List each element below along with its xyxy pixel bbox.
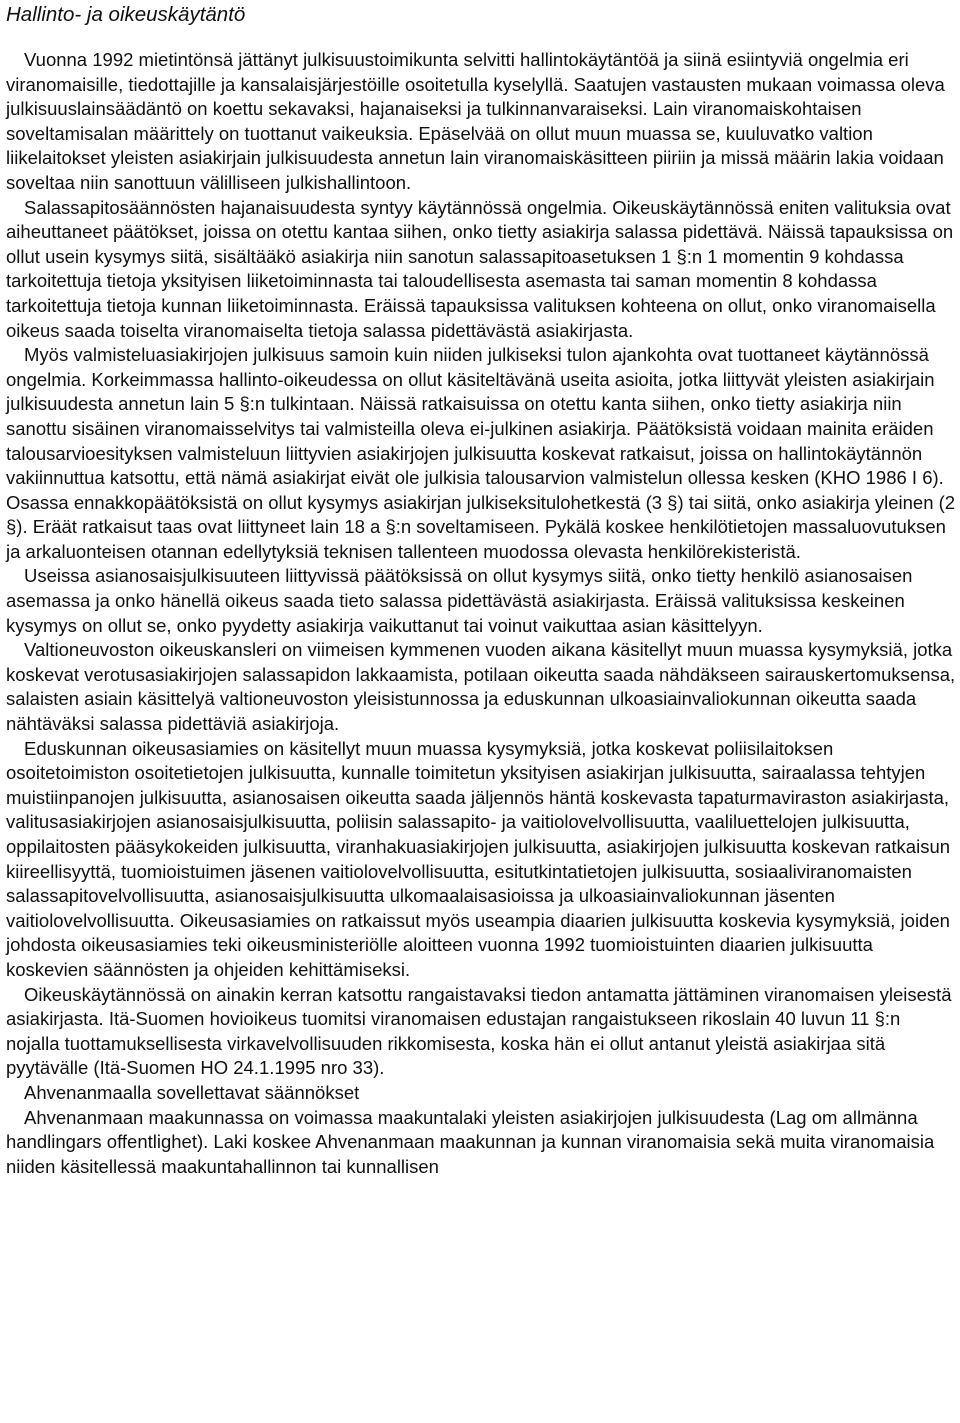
paragraph: Useissa asianosaisjulkisuuteen liittyvissä päätöksissä on ollut kysymys siitä, onko tietty henkilö asianosaisen asemassa ja onko hänellä oikeus saada tieto salassa pidettävästä asiakirjasta. Eräissä valituksissa keskeinen kysymys on ollut se, onko pyydetty asiakirja vaikuttanut tai voinut vaikuttaa asian käsittelyyn.	[6, 565, 913, 636]
paragraph: Valtioneuvoston oikeuskansleri on viimeisen kymmenen vuoden aikana käsitellyt muun muassa kysymyksiä, jotka koskevat verotusasiakirjojen salassapidon lakkaamista, potilaan oikeutta saada nähdäkseen sairauskertomuksensa, salaisten asiain käsittelyä valtioneuvoston yleisistunnossa ja eduskunnan ulkoasiainvaliokunnan oikeutta saada nähtäväksi salassa pidettäviä asiakirjoja.	[6, 639, 956, 735]
paragraph: Oikeuskäytännössä on ainakin kerran katsottu rangaistavaksi tiedon antamatta jättäminen viranomaisen yleisestä asiakirjasta. Itä-Suomen hovioikeus tuomitsi viranomaisen edustajan rangaistukseen rikoslain 40 luvun 11 §:n nojalla tuottamuksellisesta virkavelvollisuuden rikkomisesta, koska hän ei ollut antanut yleistä asiakirjaa sitä pyytävälle (Itä-Suomen HO 24.1.1995 nro 33).	[6, 983, 952, 1079]
paragraph: Salassapitosäännösten hajanaisuudesta syntyy käytännössä ongelmia. Oikeuskäytännössä eniten valituksia ovat aiheuttaneet päätökset, joissa on otettu kantaa siihen, onko tietty asiakirja salassa pidettävä. Näissä tapauksissa on ollut usein kysymys siitä, sisältääkö asiakirja niin sanotun salassapitoasetuksen 1 §:n 1 momentin 9 kohdassa tarkoitettuja tietoja yksityisen liiketoiminnasta tai taloudellisesta asemasta tai saman momentin 8 kohdassa tarkoitettuja tietoja kunnan liiketoiminnasta. Eräissä tapauksissa valituksen kohteena on ollut, onko viranomaisella oikeus saada toiselta viranomaiselta tietoja salassa pidettävästä asiakirjasta.	[6, 196, 954, 341]
paragraph: Ahvenanmaan maakunnassa on voimassa maakuntalaki yleisten asiakirjojen julkisuudesta (Lag om allmänna handlingars offentlighet). Laki koskee Ahvenanmaan maakunnan ja kunnan viranomaisia sekä muita viranomaisia niiden käsitellessä maakuntahallinnon tai kunnallisen	[6, 1106, 935, 1177]
paragraph: Vuonna 1992 mietintönsä jättänyt julkisuustoimikunta selvitti hallintokäytäntöä ja siinä esiintyviä ongelmia eri viranomaisille, tiedottajille ja kansalaisjärjestöille osoitetulla kyselyllä. Saatujen vastausten mukaan voimassa oleva julkisuuslainsäädäntö on koettu sekavaksi, hajanaiseksi ja tulkinnanvaraiseksi. Lain viranomaiskohtaisen soveltamisalan määrittely on tuottanut vaikeuksia. Epäselvää on ollut muun muassa se, kuuluvatko valtion liikelaitokset yleisten asiakirjain julkisuudesta annetun lain viranomaiskäsitteen piiriin ja missä määrin lakia voidaan soveltaa niin sanottuun välilliseen julkishallintoon.	[6, 49, 945, 193]
section-heading: Ahvenanmaalla sovellettavat säännökset	[24, 1081, 360, 1103]
paragraph: Myös valmisteluasiakirjojen julkisuus samoin kuin niiden julkiseksi tulon ajankohta ovat tuottaneet käytännössä ongelmia. Korkeimmassa hallinto-oikeudessa on ollut käsiteltävänä useita asioita, jotka liittyvät yleisten asiakirjain julkisuudesta annetun lain 5 §:n tulkintaan. Näissä ratkaisuissa on otettu kanta siihen, onko tietty asiakirja niin sanottu sisäinen viranomaisselvitys tai valmisteilla oleva ei-julkinen asiakirja. Päätöksistä voidaan mainita eräiden talousarvioesityksen valmisteluun liittyvien asiakirjojen julkisuutta koskevat ratkaisut, joissa on hallintokäytännön vakiinnuttua katsottu, että nämä asiakirjat eivät ole julkisia talousarvion valmistelun ollessa kesken (KHO 1986 I 6). Osassa ennakkopäätöksistä on ollut kysymys asiakirjan julkiseksitulohetkestä (3 §) tai siitä, onko asiakirja yleinen (2 §). Eräät ratkaisut taas ovat liittyneet lain 18 a §:n soveltamiseen. Pykälä koskee henkilötietojen massaluovutuksen ja arkaluonteisen otannan edellytyksiä teknisen tallenteen muodossa olevasta henkilörekisteristä.	[6, 344, 956, 562]
document-page	[6, 0, 956, 1179]
document-body	[6, 48, 956, 1179]
paragraph: Eduskunnan oikeusasiamies on käsitellyt muun muassa kysymyksiä, jotka koskevat poliisilaitoksen osoitetoimiston osoitetietojen julkisuutta, kunnalle toimitetun yksityisen asiakirjan julkisuutta, sairaalassa tehtyjen muistiinpanojen julkisuutta, asianosaisen oikeutta saada jäljennös häntä koskevasta tapaturmaviraston asiakirjasta, valitusasiakirjojen asianosaisjulkisuutta, poliisin salassapito- ja vaitiolovelvollisuutta, vaaliluettelojen julkisuutta, oppilaitosten pääsykokeiden julkisuutta, viranhakuasiakirjojen julkisuutta, asiakirjojen julkisuutta koskevan ratkaisun kiireellisyyttä, tuomioistuimen jäsenen vaitiolovelvollisuutta, esitutkintatietojen julkisuutta, sosiaaliviranomaisten salassapitovelvollisuutta, asianosaisjulkisuutta ulkomaalaisasioissa ja ulkoasiainvaliokunnan jäsenten vaitiolovelvollisuutta. Oikeusasiamies on ratkaissut myös useampia diaarien julkisuutta koskevia kysymyksiä, joiden johdosta oikeusasiamies teki oikeusministeriölle aloitteen vuonna 1992 tuomioistuinten diaarien julkisuutta koskevien säännösten ja ohjeiden kehittämiseksi.	[6, 737, 951, 980]
document-title: Hallinto- ja oikeuskäytäntö	[6, 3, 246, 26]
